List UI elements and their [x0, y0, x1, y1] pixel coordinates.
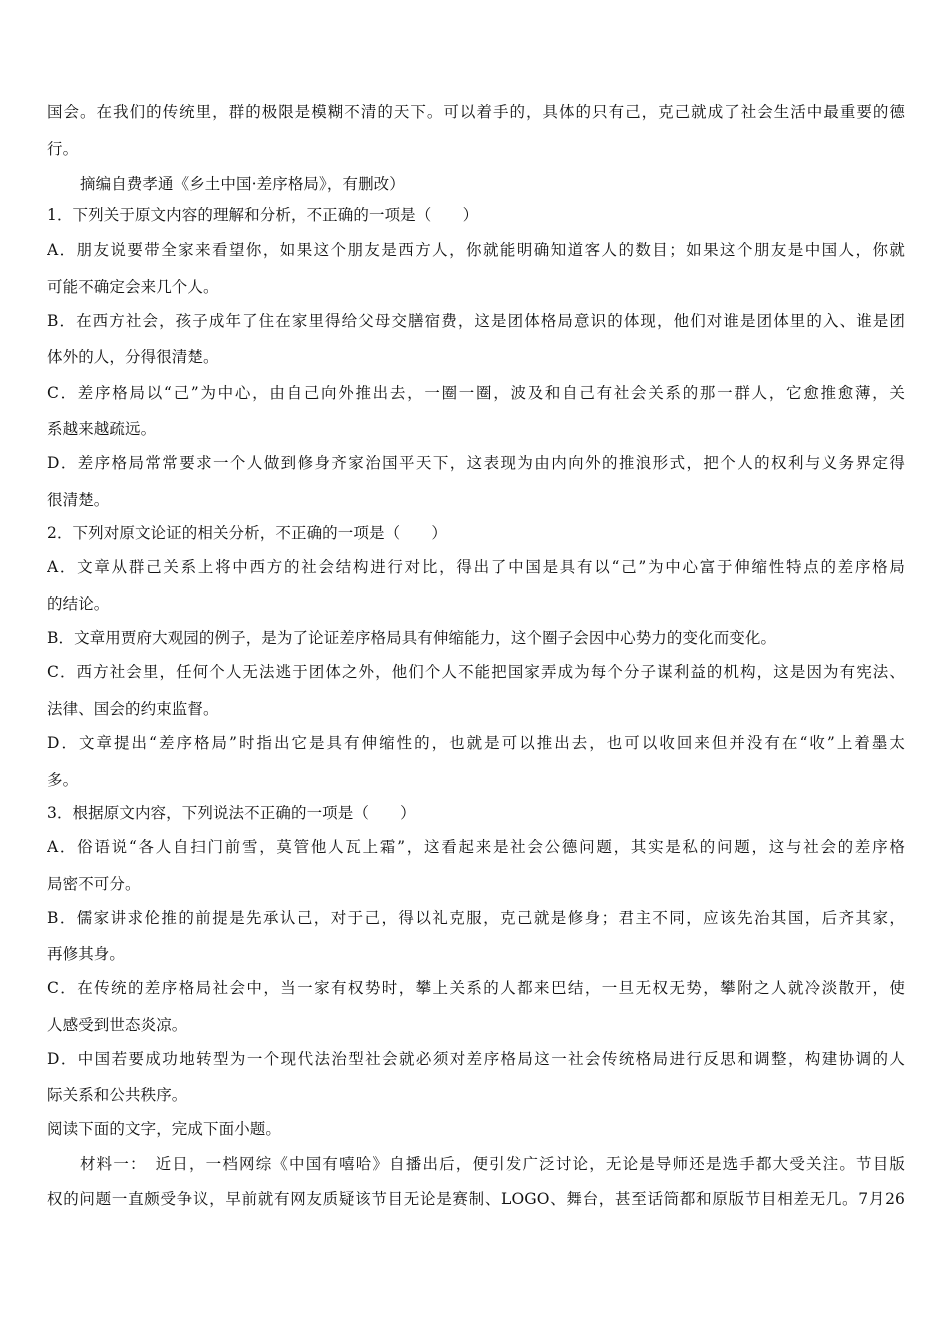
option-2d-cont: 多。: [47, 771, 79, 789]
option-3c: C．在传统的差序格局社会中，当一家有权势时，攀上关系的人都来巴结，一旦无权无势，攀附之人就冷淡散开，使: [47, 979, 905, 997]
option-3b: B．儒家讲求伦推的前提是先承认己，对于己，得以礼克服，克己就是修身；君主不同，应该先治其国，后齐其家，: [47, 909, 905, 927]
option-1b: B．在西方社会，孩子成年了住在家里得给父母交膳宿费，这是团体格局意识的体现，他们对谁是团体里的入、谁是团: [47, 312, 905, 330]
option-1b-cont: 体外的人，分得很清楚。: [47, 348, 219, 366]
option-1a-cont: 可能不确定会来几个人。: [47, 278, 219, 296]
option-3d-cont: 际关系和公共秩序。: [47, 1086, 188, 1104]
reading-instruction: 阅读下面的文字，完成下面小题。: [47, 1120, 282, 1138]
option-2b: B．文章用贾府大观园的例子，是为了论证差序格局具有伸缩能力，这个圈子会因中心势力的变化而变化。: [47, 629, 777, 647]
text-line: 行。: [47, 140, 79, 158]
material-1: 材料一： 近日，一档网综《中国有嘻哈》自播出后，便引发广泛讨论，无论是导师还是选手都大受关注。节目版: [80, 1155, 905, 1173]
option-1a: A．朋友说要带全家来看望你，如果这个朋友是西方人，你就能明确知道客人的数目；如果这个朋友是中国人，你就: [47, 241, 905, 259]
option-3d: D．中国若要成功地转型为一个现代法治型社会就必须对差序格局这一社会传统格局进行反思和调整，构建协调的人: [47, 1050, 905, 1068]
option-2d: D．文章提出“差序格局”时指出它是具有伸缩性的，也就是可以推出去，也可以收回来但并没有在“收”上着墨太: [47, 734, 905, 752]
option-2c-cont: 法律、国会的约束监督。: [47, 700, 219, 718]
source-citation: 摘编自费孝通《乡土中国·差序格局》，有删改）: [80, 175, 405, 193]
option-3a-cont: 局密不可分。: [47, 875, 141, 893]
option-3c-cont: 人感受到世态炎凉。: [47, 1016, 188, 1034]
text-line: 国会。在我们的传统里，群的极限是模糊不清的天下。可以着手的，具体的只有己，克己就成了社会生活中最重要的德: [47, 103, 905, 121]
option-3b-cont: 再修其身。: [47, 945, 126, 963]
material-1-cont: 权的问题一直颇受争议，早前就有网友质疑该节目无论是赛制、LOGO、舞台，甚至话筒都和原版节目相差无几。7月26: [47, 1190, 905, 1208]
question-1: 1．下列关于原文内容的理解和分析，不正确的一项是（ ）: [47, 206, 479, 224]
question-3: 3．根据原文内容，下列说法不正确的一项是（ ）: [47, 804, 416, 822]
option-1d: D．差序格局常常要求一个人做到修身齐家治国平天下，这表现为由内向外的推浪形式，把个人的权利与义务界定得: [47, 454, 905, 472]
question-2: 2．下列对原文论证的相关分析，不正确的一项是（ ）: [47, 524, 447, 542]
option-1c: C．差序格局以“己”为中心，由自己向外推出去，一圈一圈，波及和自己有社会关系的那一群人，它愈推愈薄，关: [47, 384, 905, 402]
option-3a: A．俗语说“各人自扫门前雪，莫管他人瓦上霜”，这看起来是社会公德问题，其实是私的问题，这与社会的差序格: [47, 838, 905, 856]
option-1d-cont: 很清楚。: [47, 491, 110, 509]
option-2c: C．西方社会里，任何个人无法逃于团体之外，他们个人不能把国家弄成为每个分子谋利益的机构，这是因为有宪法、: [47, 663, 905, 681]
option-2a: A．文章从群己关系上将中西方的社会结构进行对比，得出了中国是具有以“己”为中心富于伸缩性特点的差序格局: [47, 558, 905, 576]
option-2a-cont: 的结论。: [47, 595, 110, 613]
option-1c-cont: 系越来越疏远。: [47, 420, 157, 438]
